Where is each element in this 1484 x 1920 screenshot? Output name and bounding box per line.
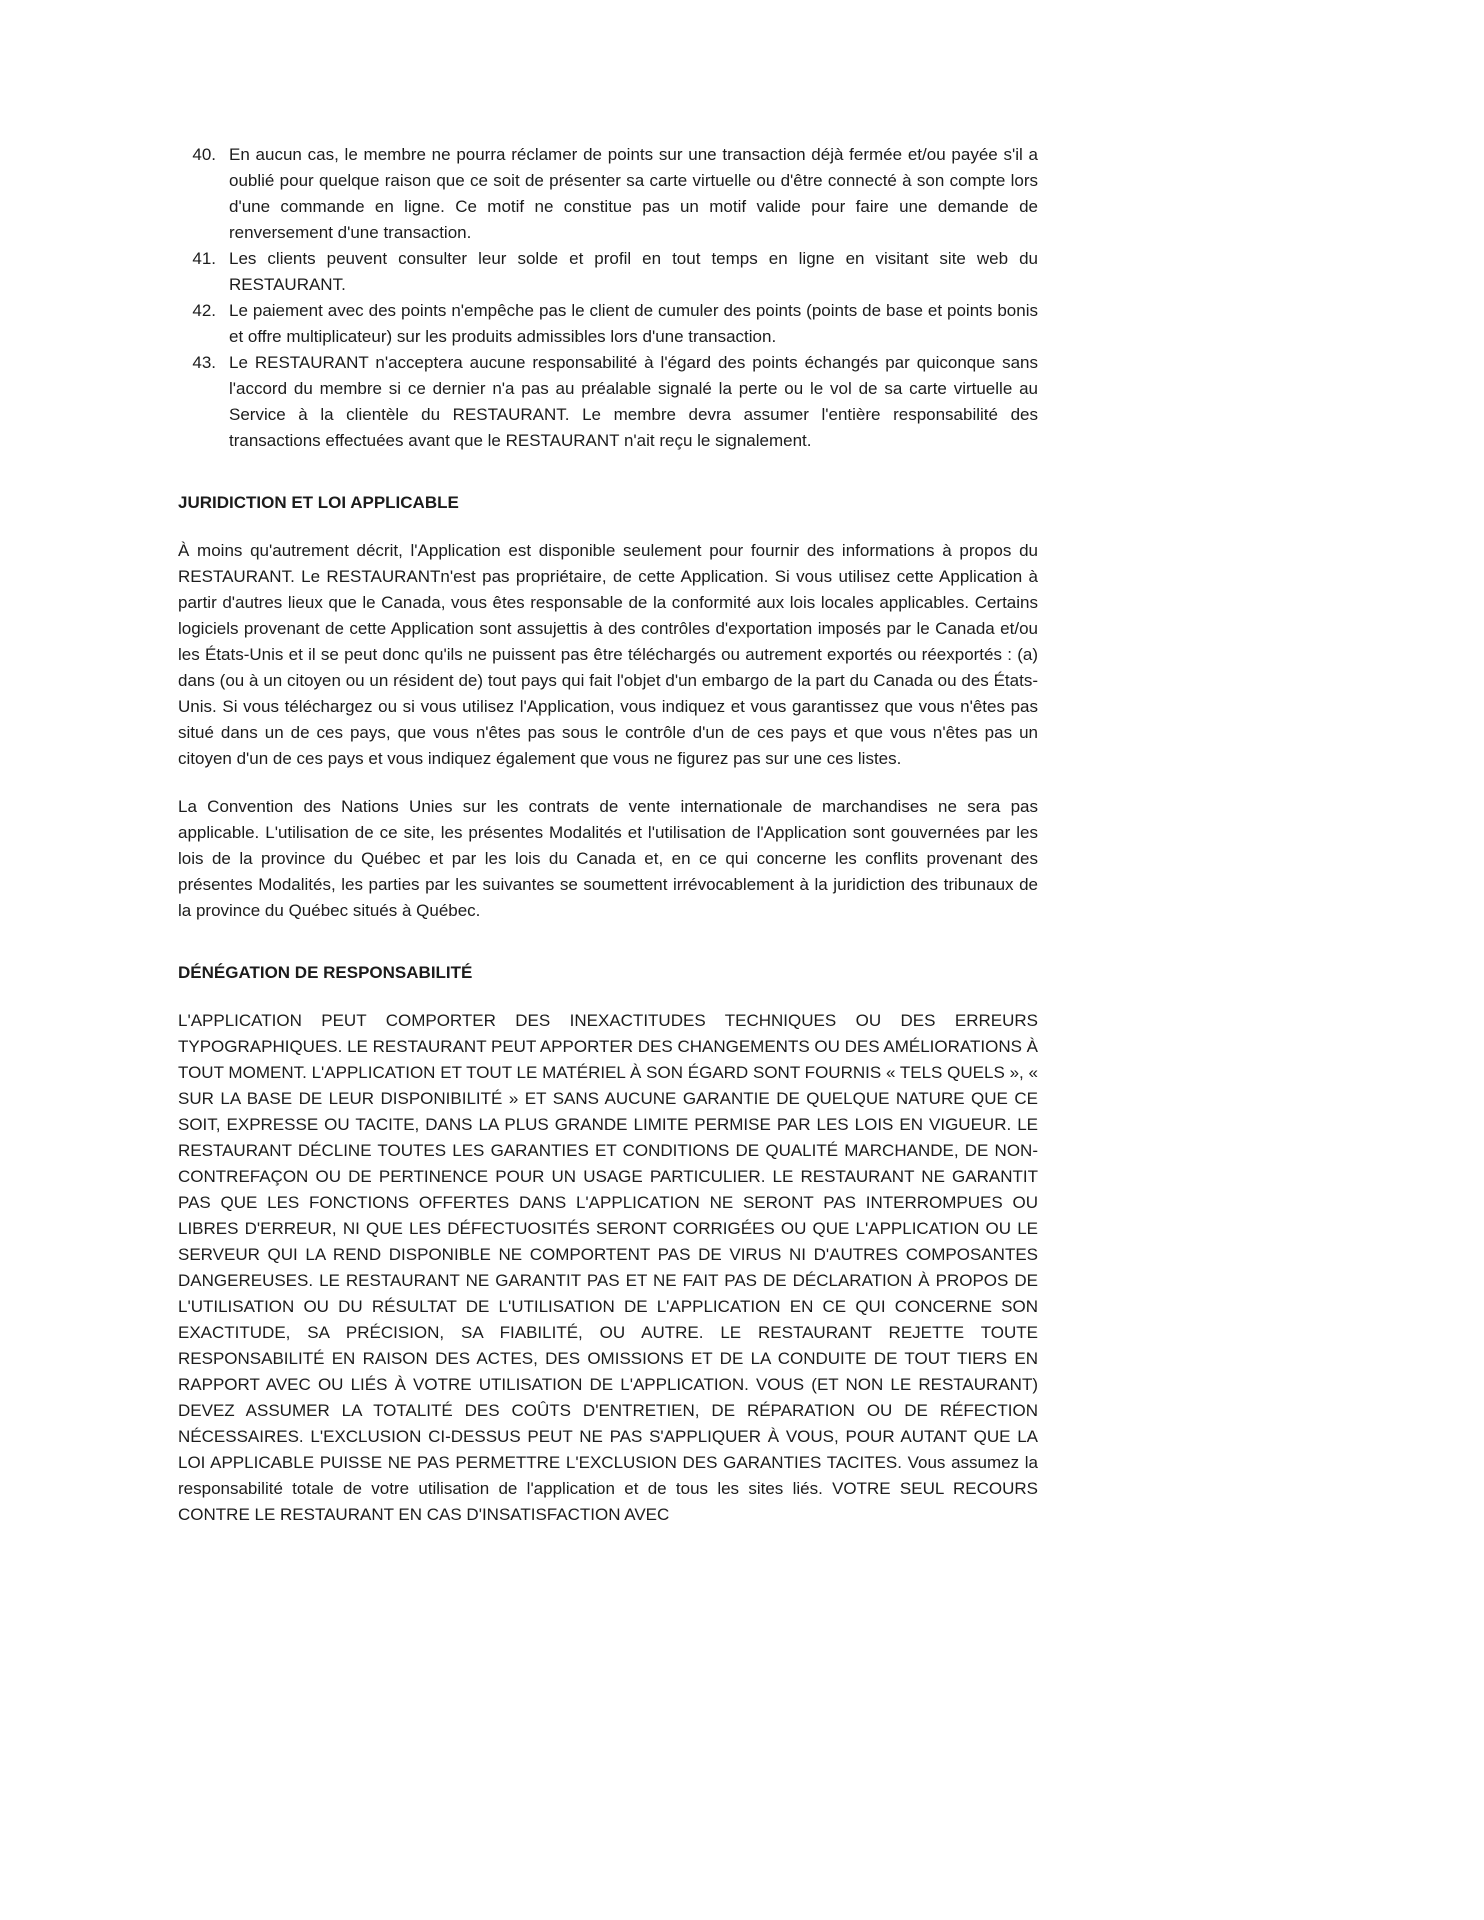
section-heading-denegation: DÉNÉGATION DE RESPONSABILITÉ — [178, 963, 473, 982]
paragraph-juridiction-2: La Convention des Nations Unies sur les contrats de vente internationale de marchandises ne sera pas applicable. L'utilisation de ce site, les présentes Modalités et l'utilisation de l'Application sont gouvernées par les lois de la province du Québec et par les lois du Canada et, en ce qui concerne les conflits provenant des présentes Modalités, les parties par les suivantes se soumettent irrévocablement à la juridiction des tribunaux de la province du Québec situés à Québec. — [178, 797, 1038, 920]
section-juridiction — [178, 490, 1038, 924]
list-item — [178, 246, 1038, 298]
paragraph-denegation-1: L'APPLICATION PEUT COMPORTER DES INEXACTITUDES TECHNIQUES OU DES ERREURS TYPOGRAPHIQUES. LE RESTAURANT PEUT APPORTER DES CHANGEMENTS OU DES AMÉLIORATIONS À TOUT MOMENT. L'APPLICATION ET TOUT LE MATÉRIEL À SON ÉGARD SONT FOURNIS « TELS QUELS », « SUR LA BASE DE LEUR DISPONIBILITÉ » ET SANS AUCUNE GARANTIE DE QUELQUE NATURE QUE CE SOIT, EXPRESSE OU TACITE, DANS LA PLUS GRANDE LIMITE PERMISE PAR LES LOIS EN VIGUEUR. LE RESTAURANT DÉCLINE TOUTES LES GARANTIES ET CONDITIONS DE QUALITÉ MARCHANDE, DE NON-CONTREFAÇON OU DE PERTINENCE POUR UN USAGE PARTICULIER. LE RESTAURANT NE GARANTIT PAS QUE LES FONCTIONS OFFERTES DANS L'APPLICATION NE SERONT PAS INTERROMPUES OU LIBRES D'ERREUR, NI QUE LES DÉFECTUOSITÉS SERONT CORRIGÉES OU QUE L'APPLICATION OU LE SERVEUR QUI LA REND DISPONIBLE NE COMPORTENT PAS DE VIRUS NI D'AUTRES COMPOSANTES DANGEREUSES. LE RESTAURANT NE GARANTIT PAS ET NE FAIT PAS DE DÉCLARATION À PROPOS DE L'UTILISATION OU DU RÉSULTAT DE L'UTILISATION DE L'APPLICATION EN CE QUI CONCERNE SON EXACTITUDE, SA PRÉCISION, SA FIABILITÉ, OU AUTRE. LE RESTAURANT REJETTE TOUTE RESPONSABILITÉ EN RAISON DES ACTES, DES OMISSIONS ET DE LA CONDUITE DE TOUT TIERS EN RAPPORT AVEC OU LIÉS À VOTRE UTILISATION DE L'APPLICATION. VOUS (ET NON LE RESTAURANT) DEVEZ ASSUMER LA TOTALITÉ DES COÛTS D'ENTRETIEN, DE RÉPARATION OU DE RÉFECTION NÉCESSAIRES. L'EXCLUSION CI-DESSUS PEUT NE PAS S'APPLIQUER À VOUS, POUR AUTANT QUE LA LOI APPLICABLE PUISSE NE PAS PERMETTRE L'EXCLUSION DES GARANTIES TACITES. Vous assumez la responsabilité totale de votre utilisation de l'application et de tous les sites liés. VOTRE SEUL RECOURS CONTRE LE RESTAURANT EN CAS D'INSATISFACTION AVEC — [178, 1011, 1038, 1524]
list-item-number: 41. — [192, 249, 216, 268]
list-item-text: Les clients peuvent consulter leur solde et profil en tout temps en ligne en visitant site web du RESTAURANT. — [229, 249, 1038, 294]
list-item — [178, 298, 1038, 350]
section-denegation — [178, 960, 1038, 1528]
list-item-number: 43. — [192, 353, 216, 372]
section-heading-juridiction: JURIDICTION ET LOI APPLICABLE — [178, 493, 459, 512]
list-item-number: 42. — [192, 301, 216, 320]
list-item — [178, 350, 1038, 454]
list-item-number: 40. — [192, 145, 216, 164]
paragraph-juridiction-1: À moins qu'autrement décrit, l'Application est disponible seulement pour fournir des informations à propos du RESTAURANT. Le RESTAURANTn'est pas propriétaire, de cette Application. Si vous utilisez cette Application à partir d'autres lieux que le Canada, vous êtes responsable de la conformité aux lois locales applicables. Certains logiciels provenant de cette Application sont assujettis à des contrôles d'exportation imposés par le Canada et/ou les États-Unis et il se peut donc qu'ils ne puissent pas être téléchargés ou autrement exportés ou réexportés : (a) dans (ou à un citoyen ou un résident de) tout pays qui fait l'objet d'un embargo de la part du Canada ou des États-Unis. Si vous téléchargez ou si vous utilisez l'Application, vous indiquez et vous garantissez que vous n'êtes pas situé dans un de ces pays, que vous n'êtes pas sous le contrôle d'un de ces pays et que vous n'êtes pas un citoyen d'un de ces pays et vous indiquez également que vous ne figurez pas sur une ces listes. — [178, 541, 1038, 768]
list-item — [178, 142, 1038, 246]
list-item-text: En aucun cas, le membre ne pourra réclamer de points sur une transaction déjà fermée et/ou payée s'il a oublié pour quelque raison que ce soit de présenter sa carte virtuelle ou d'être connecté à son compte lors d'une commande en ligne. Ce motif ne constitue pas un motif valide pour faire une demande de renversement d'une transaction. — [229, 145, 1038, 242]
list-item-text: Le paiement avec des points n'empêche pas le client de cumuler des points (points de base et points bonis et offre multiplicateur) sur les produits admissibles lors d'une transaction. — [229, 301, 1038, 346]
terms-list — [178, 142, 1038, 454]
list-item-text: Le RESTAURANT n'acceptera aucune responsabilité à l'égard des points échangés par quiconque sans l'accord du membre si ce dernier n'a pas au préalable signalé la perte ou le vol de sa carte virtuelle au Service à la clientèle du RESTAURANT. Le membre devra assumer l'entière responsabilité des transactions effectuées avant que le RESTAURANT n'ait reçu le signalement. — [229, 353, 1038, 450]
